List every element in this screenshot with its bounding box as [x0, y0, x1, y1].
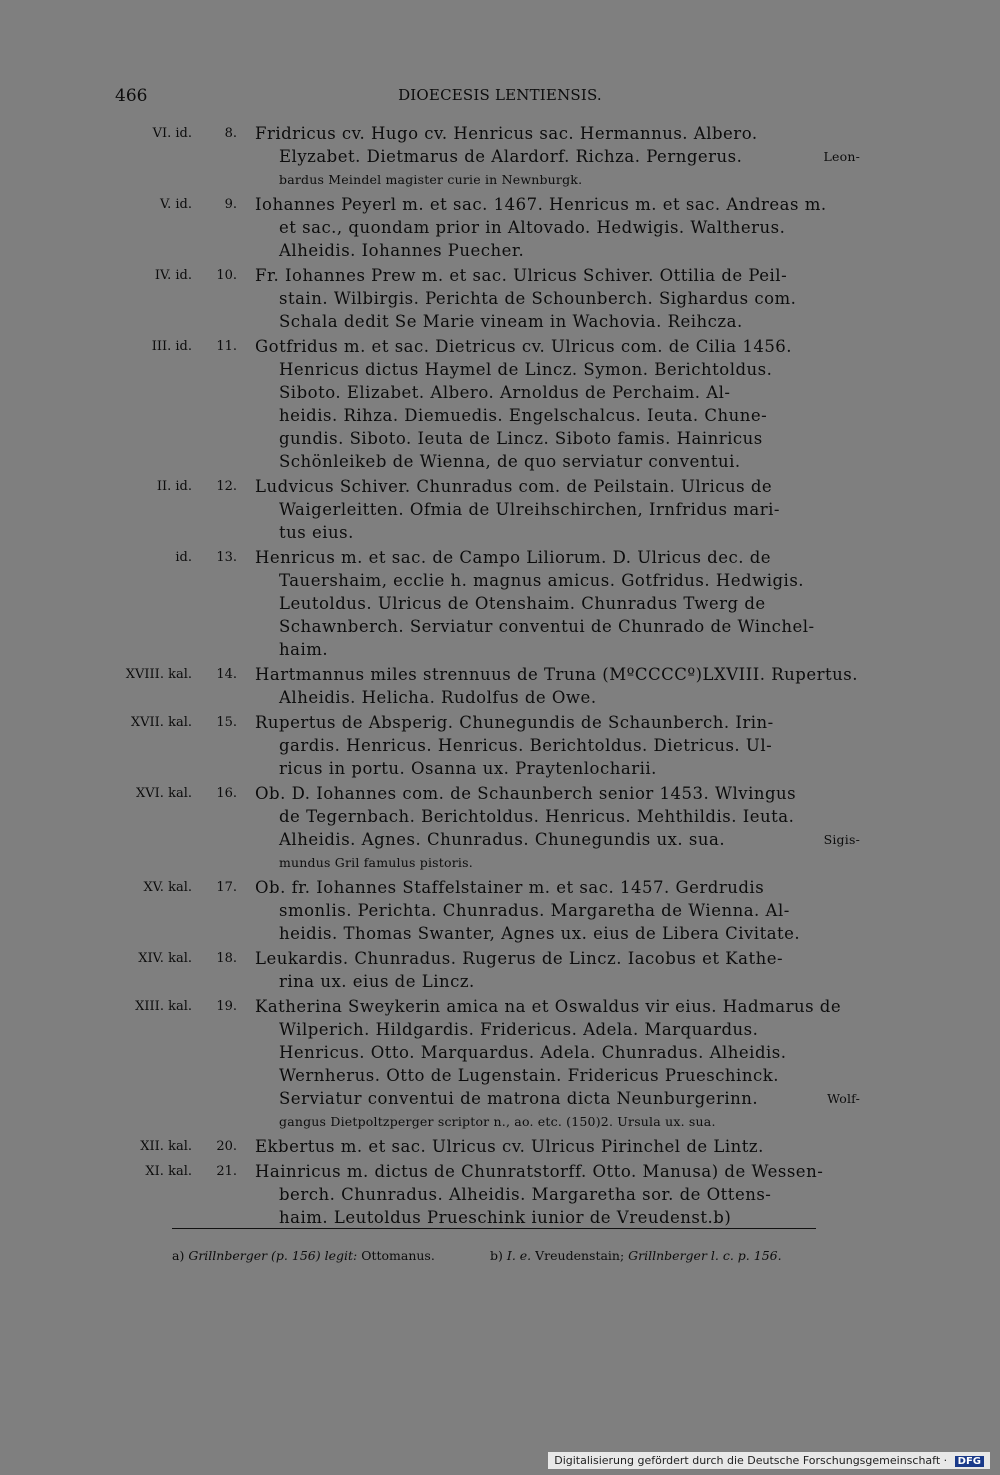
entry-line: Ludvicus Schiver. Chunradus com. de Peilstain. Ulricus de: [255, 477, 773, 496]
entry-date: XV. kal.: [143, 880, 192, 895]
entry-line: gangus Dietpoltzperger scriptor n., ao. etc. (150)2. Ursula ux. sua.: [279, 1114, 716, 1129]
entry-line: bardus Meindel magister curie in Newnburgk.: [279, 172, 583, 187]
entry-date: XIII. kal.: [135, 999, 192, 1014]
entry-date: id.: [175, 550, 192, 565]
entry-line: Henricus dictus Haymel de Lincz. Symon. Berichtoldus.: [279, 360, 773, 379]
entry-day-number: 17.: [216, 880, 237, 895]
entry-day-number: 14.: [216, 667, 237, 682]
entry-line: haim.: [279, 640, 329, 659]
entry-date: VI. id.: [152, 126, 192, 141]
entry-line: haim. Leutoldus Prueschink iunior de Vreudenst.b): [279, 1208, 732, 1227]
entry-line: Alheidis. Agnes. Chunradus. Chunegundis ux. sua.: [279, 830, 726, 849]
entry-text: [255, 876, 860, 945]
entry-day-number: 16.: [216, 786, 237, 801]
entry-line: gundis. Siboto. Ieuta de Lincz. Siboto famis. Hainricus: [279, 429, 763, 448]
entry-line: tus eius.: [279, 523, 354, 542]
entry-line: Hartmannus miles strennuus de Truna (MºCCCCº)LXVIII. Rupertus.: [255, 665, 858, 684]
entry-day-number: 18.: [216, 951, 237, 966]
entry-day-number: 11.: [216, 339, 237, 354]
entry-text: [255, 663, 860, 709]
footnote-a-reading: Ottomanus.: [361, 1248, 435, 1263]
entry-text: [255, 546, 860, 661]
entry-line: Ekbertus m. et sac. Ulricus cv. Ulricus Pirinchel de Lintz.: [255, 1137, 764, 1156]
entry-line: Elyzabet. Dietmarus de Alardorf. Richza. Perngerus.: [279, 147, 743, 166]
entry-date: XI. kal.: [145, 1164, 192, 1179]
entry-line: rina ux. eius de Lincz.: [279, 972, 475, 991]
entry-day-number: 12.: [216, 479, 237, 494]
dfg-logo: DFG: [955, 1456, 984, 1467]
entry-line: heidis. Thomas Swanter, Agnes ux. eius de Libera Civitate.: [279, 924, 801, 943]
entry-day-number: 13.: [216, 550, 237, 565]
entry-day-number: 9.: [224, 197, 237, 212]
footnote-b: [490, 1248, 782, 1263]
entry-line: Gotfridus m. et sac. Dietricus cv. Ulricus com. de Cilia 1456.: [255, 337, 793, 356]
footnote-a-text: Grillnberger (p. 156) legit:: [188, 1248, 358, 1263]
entry-day-number: 20.: [216, 1139, 237, 1154]
entry-line: ricus in portu. Osanna ux. Praytenlocharii.: [279, 759, 657, 778]
entry-line: smonlis. Perichta. Chunradus. Margaretha de Wienna. Al-: [279, 901, 790, 920]
entry-text: [255, 1135, 860, 1158]
entry-line: Wilperich. Hildgardis. Fridericus. Adela. Marquardus.: [279, 1020, 759, 1039]
entry-line: Alheidis. Helicha. Rudolfus de Owe.: [279, 688, 597, 707]
footnote-a-mark: a): [172, 1248, 185, 1263]
entry-date: XVI. kal.: [136, 786, 192, 801]
entry-line: Schala dedit Se Marie vineam in Wachovia. Reihcza.: [279, 312, 743, 331]
entry-line: Tauershaim, ecclie h. magnus amicus. Gotfridus. Hedwigis.: [279, 571, 805, 590]
entry-day-number: 10.: [216, 268, 237, 283]
entry-line: Rupertus de Absperig. Chunegundis de Schaunberch. Irin-: [255, 713, 774, 732]
entry-line: Siboto. Elizabet. Albero. Arnoldus de Perchaim. Al-: [279, 383, 731, 402]
entry-text: [255, 782, 860, 874]
entry-text: [255, 264, 860, 333]
entry-date: XIV. kal.: [138, 951, 192, 966]
entry-line: Waigerleitten. Ofmia de Ulreihschirchen, Irnfridus mari-: [279, 500, 780, 519]
entry-line: et sac., quondam prior in Altovado. Hedwigis. Waltherus.: [279, 218, 786, 237]
entry-line: Alheidis. Iohannes Puecher.: [279, 241, 525, 260]
entry-line: Hainricus m. dictus de Chunratstorff. Otto. Manusa) de Wessen-: [255, 1162, 824, 1181]
footnote-b-reference: Grillnberger l. c. p. 156.: [628, 1248, 782, 1263]
footnote-rule: [172, 1228, 816, 1229]
entry-line: de Tegernbach. Berichtoldus. Henricus. Mehthildis. Ieuta.: [279, 807, 795, 826]
entry-day-number: 8.: [224, 126, 237, 141]
entry-line: Ob. D. Iohannes com. de Schaunberch senior 1453. Wlvingus: [255, 784, 797, 803]
entry-line: stain. Wilbirgis. Perichta de Schounberch. Sighardus com.: [279, 289, 797, 308]
entry-date: IV. id.: [154, 268, 192, 283]
entry-date: II. id.: [156, 479, 192, 494]
entry-tail: Wolf-: [827, 1091, 860, 1106]
entry-date: XVIII. kal.: [125, 667, 192, 682]
entry-line: Fr. Iohannes Prew m. et sac. Ulricus Schiver. Ottilia de Peil-: [255, 266, 788, 285]
page-number: 466: [115, 86, 148, 106]
entry-text: [255, 1160, 860, 1229]
entry-line: Katherina Sweykerin amica na et Oswaldus vir eius. Hadmarus de: [255, 997, 842, 1016]
credit-text: Digitalisierung gefördert durch die Deutsche Forschungsgemeinschaft ·: [554, 1454, 948, 1467]
entry-line: Iohannes Peyerl m. et sac. 1467. Henricus m. et sac. Andreas m.: [255, 195, 827, 214]
footnote-b-text: I. e.: [506, 1248, 532, 1263]
entry-text: [255, 711, 860, 780]
entry-line: berch. Chunradus. Alheidis. Margaretha sor. de Ottens-: [279, 1185, 772, 1204]
entry-text: [255, 475, 860, 544]
entry-text: [255, 947, 860, 993]
entry-line: Serviatur conventui de matrona dicta Neunburgerinn.: [279, 1089, 759, 1108]
entry-tail: Leon-: [823, 149, 860, 164]
entry-text: [255, 193, 860, 262]
entry-text: [255, 335, 860, 473]
entry-line: Ob. fr. Iohannes Staffelstainer m. et sac. 1457. Gerdrudis: [255, 878, 765, 897]
entry-text: [255, 122, 860, 191]
entry-line: Wernherus. Otto de Lugenstain. Fridericus Prueschinck.: [279, 1066, 779, 1085]
entry-day-number: 15.: [216, 715, 237, 730]
entry-text: [255, 995, 860, 1133]
running-title: DIOECESIS LENTIENSIS.: [398, 86, 602, 104]
entry-line: Fridricus cv. Hugo cv. Henricus sac. Hermannus. Albero.: [255, 124, 758, 143]
footnote-b-reading: Vreudenstain;: [535, 1248, 625, 1263]
entry-line: Schawnberch. Serviatur conventui de Chunrado de Winchel-: [279, 617, 815, 636]
entry-line: gardis. Henricus. Henricus. Berichtoldus. Dietricus. Ul-: [279, 736, 773, 755]
entry-line: heidis. Rihza. Diemuedis. Engelschalcus. Ieuta. Chune-: [279, 406, 768, 425]
entry-tail: Sigis-: [823, 832, 860, 847]
entry-line: Leukardis. Chunradus. Rugerus de Lincz. Iacobus et Kathe-: [255, 949, 784, 968]
entry-line: mundus Gril famulus pistoris.: [279, 855, 473, 870]
entry-line: Leutoldus. Ulricus de Otenshaim. Chunradus Twerg de: [279, 594, 766, 613]
entry-day-number: 21.: [216, 1164, 237, 1179]
footnote-a: [172, 1248, 435, 1263]
entry-line: Henricus m. et sac. de Campo Liliorum. D. Ulricus dec. de: [255, 548, 772, 567]
entry-day-number: 19.: [216, 999, 237, 1014]
entry-date: XVII. kal.: [130, 715, 192, 730]
entry-date: III. id.: [151, 339, 192, 354]
footnote-b-mark: b): [490, 1248, 503, 1263]
entry-line: Schönleikeb de Wienna, de quo serviatur conventui.: [279, 452, 741, 471]
dfg-credit: [548, 1452, 990, 1469]
entry-line: Henricus. Otto. Marquardus. Adela. Chunradus. Alheidis.: [279, 1043, 787, 1062]
entry-date: XII. kal.: [140, 1139, 192, 1154]
entry-date: V. id.: [160, 197, 192, 212]
